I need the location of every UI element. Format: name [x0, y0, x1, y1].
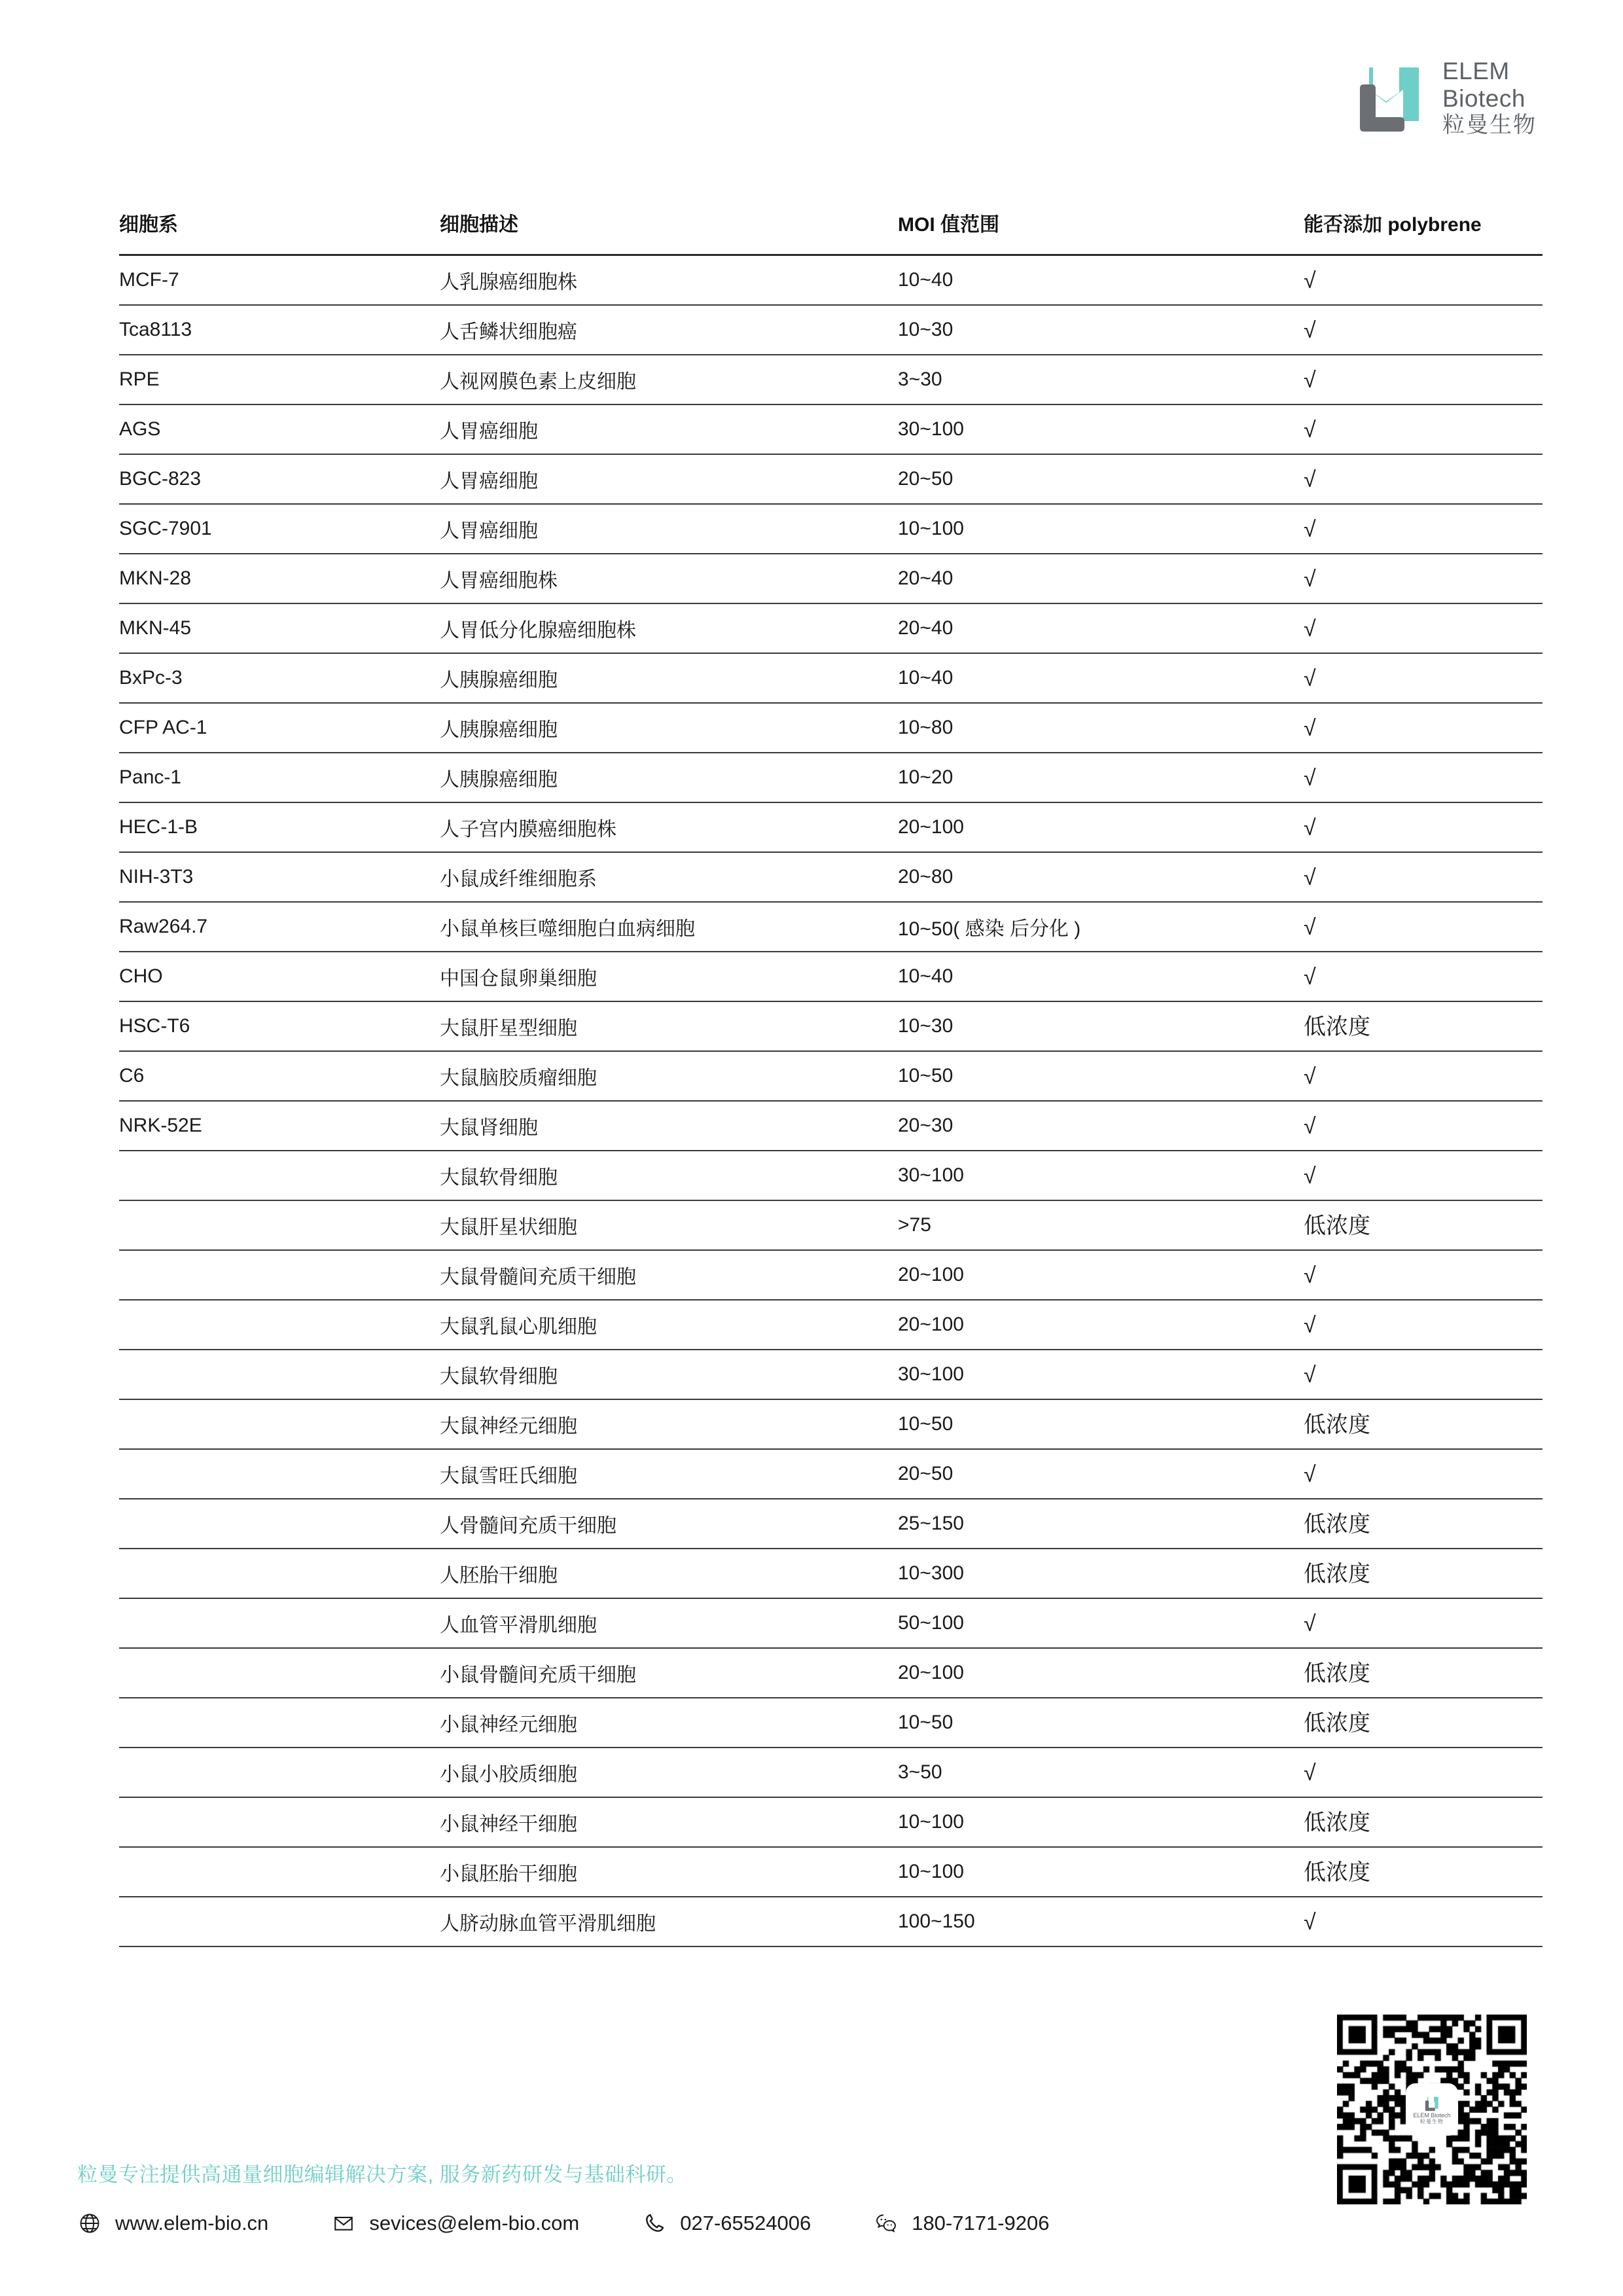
moi-range: 10~20 [898, 753, 1304, 802]
column-header-polybrene: 能否添加 polybrene [1304, 208, 1543, 255]
globe-icon [77, 2211, 102, 2236]
moi-range: 20~100 [898, 1250, 1304, 1300]
table-row [119, 554, 1543, 603]
moi-range: 10~40 [898, 653, 1304, 703]
table-row [119, 1151, 1543, 1200]
polybrene-value: √ [1304, 1313, 1316, 1338]
polybrene-value: √ [1304, 1114, 1316, 1139]
polybrene-cell [1304, 355, 1543, 404]
polybrene-cell [1304, 1399, 1543, 1449]
table-row [119, 1101, 1543, 1151]
polybrene-value: √ [1304, 368, 1316, 393]
moi-range: 20~30 [898, 1101, 1304, 1151]
polybrene-cell [1304, 802, 1543, 852]
cell-description: 人乳腺癌细胞株 [440, 255, 898, 306]
moi-range: 10~30 [898, 305, 1304, 355]
mail-icon [331, 2211, 356, 2236]
cell-description: 大鼠软骨细胞 [440, 1350, 898, 1399]
qr-center-logo [1408, 2085, 1456, 2134]
table-row [119, 1350, 1543, 1399]
cell-description: 人脐动脉血管平滑肌细胞 [440, 1897, 898, 1946]
cell-description: 人胰腺癌细胞 [440, 703, 898, 753]
table-row [119, 1648, 1543, 1698]
polybrene-cell [1304, 1001, 1543, 1051]
table-row [119, 454, 1543, 504]
moi-range: 10~30 [898, 1001, 1304, 1051]
contact-globe[interactable] [77, 2211, 268, 2236]
polybrene-value: √ [1304, 1064, 1316, 1089]
polybrene-value: √ [1304, 716, 1316, 741]
polybrene-cell [1304, 554, 1543, 603]
cell-description: 小鼠胚胎干细胞 [440, 1847, 898, 1897]
cell-description: 大鼠脑胶质瘤细胞 [440, 1051, 898, 1101]
cell-description: 大鼠骨髓间充质干细胞 [440, 1250, 898, 1300]
elem-logo-mark-small [1423, 2095, 1440, 2112]
polybrene-value: √ [1304, 567, 1316, 592]
cell-description: 人胃癌细胞 [440, 504, 898, 554]
cell-line-name: AGS [119, 404, 440, 454]
table-row [119, 355, 1543, 404]
polybrene-cell [1304, 902, 1543, 952]
cell-line-name: RPE [119, 355, 440, 404]
moi-range: 10~50( 感染 后分化 ) [898, 902, 1304, 952]
brand-name-en-2: Biotech [1442, 85, 1525, 113]
cell-line-table-container [119, 208, 1543, 1947]
cell-description: 小鼠神经元细胞 [440, 1698, 898, 1748]
cell-line-name [119, 1698, 440, 1748]
polybrene-cell [1304, 504, 1543, 554]
cell-line-name: SGC-7901 [119, 504, 440, 554]
column-header-description: 细胞描述 [440, 208, 898, 255]
contact-text: www.elem-bio.cn [115, 2212, 269, 2234]
polybrene-value: 低浓度 [1304, 1014, 1370, 1039]
table-row [119, 305, 1543, 355]
cell-description: 人胃低分化腺癌细胞株 [440, 603, 898, 653]
polybrene-value: √ [1304, 1761, 1316, 1785]
table-row [119, 504, 1543, 554]
table-row [119, 1001, 1543, 1051]
cell-description: 大鼠雪旺氏细胞 [440, 1449, 898, 1499]
polybrene-cell [1304, 1200, 1543, 1250]
polybrene-value: √ [1304, 766, 1316, 791]
contact-wechat[interactable] [874, 2211, 1049, 2236]
polybrene-value: √ [1304, 1910, 1316, 1935]
cell-line-name [119, 1897, 440, 1946]
cell-line-name: NRK-52E [119, 1101, 440, 1151]
cell-line-name: CHO [119, 952, 440, 1001]
moi-range: 10~100 [898, 1797, 1304, 1847]
table-row [119, 255, 1543, 306]
polybrene-cell [1304, 1598, 1543, 1648]
polybrene-cell [1304, 852, 1543, 902]
cell-line-name: Raw264.7 [119, 902, 440, 952]
polybrene-cell [1304, 1250, 1543, 1300]
polybrene-value: 低浓度 [1304, 1661, 1370, 1686]
moi-range: 10~100 [898, 504, 1304, 554]
polybrene-value: 低浓度 [1304, 1512, 1370, 1537]
cell-line-name [119, 1549, 440, 1598]
contact-text: 180-7171-9206 [912, 2212, 1050, 2234]
brand-header [1355, 58, 1537, 138]
moi-range: >75 [898, 1200, 1304, 1250]
polybrene-value: √ [1304, 418, 1316, 442]
cell-description: 大鼠神经元细胞 [440, 1399, 898, 1449]
polybrene-cell [1304, 1499, 1543, 1549]
cell-line-name [119, 1399, 440, 1449]
moi-range: 10~80 [898, 703, 1304, 753]
polybrene-cell [1304, 1847, 1543, 1897]
table-row [119, 1897, 1543, 1946]
cell-line-name [119, 1797, 440, 1847]
polybrene-value: √ [1304, 915, 1316, 940]
cell-line-name: BxPc-3 [119, 653, 440, 703]
cell-description: 中国仓鼠卵巢细胞 [440, 952, 898, 1001]
table-row [119, 1797, 1543, 1847]
cell-line-name: NIH-3T3 [119, 852, 440, 902]
moi-range: 10~50 [898, 1399, 1304, 1449]
polybrene-cell [1304, 1797, 1543, 1847]
cell-line-name [119, 1598, 440, 1648]
cell-line-name: MKN-28 [119, 554, 440, 603]
cell-line-name [119, 1648, 440, 1698]
cell-description: 小鼠单核巨噬细胞白血病细胞 [440, 902, 898, 952]
moi-range: 20~40 [898, 554, 1304, 603]
cell-line-name: C6 [119, 1051, 440, 1101]
moi-range: 10~40 [898, 255, 1304, 306]
table-row [119, 703, 1543, 753]
table-row [119, 1300, 1543, 1350]
cell-description: 人舌鳞状细胞癌 [440, 305, 898, 355]
table-row [119, 802, 1543, 852]
table-row [119, 1250, 1543, 1300]
cell-line-moi-table [119, 208, 1543, 1947]
polybrene-value: √ [1304, 1611, 1316, 1636]
moi-range: 10~50 [898, 1051, 1304, 1101]
polybrene-value: 低浓度 [1304, 1562, 1370, 1587]
polybrene-cell [1304, 1748, 1543, 1797]
moi-range: 25~150 [898, 1499, 1304, 1549]
moi-range: 10~40 [898, 952, 1304, 1001]
cell-line-name [119, 1847, 440, 1897]
polybrene-value: 低浓度 [1304, 1810, 1370, 1835]
polybrene-value: √ [1304, 865, 1316, 890]
polybrene-value: 低浓度 [1304, 1412, 1370, 1437]
contact-phone[interactable] [642, 2211, 811, 2236]
qr-badge-name-cn: 粒曼生物 [1420, 2118, 1444, 2125]
table-row [119, 1698, 1543, 1748]
polybrene-cell [1304, 1151, 1543, 1200]
table-row [119, 603, 1543, 653]
phone-icon [642, 2211, 667, 2236]
polybrene-value: √ [1304, 517, 1316, 542]
cell-line-name: Panc-1 [119, 753, 440, 802]
polybrene-cell [1304, 1648, 1543, 1698]
cell-line-name [119, 1499, 440, 1549]
cell-line-name [119, 1350, 440, 1399]
cell-description: 人胚胎干细胞 [440, 1549, 898, 1598]
polybrene-value: √ [1304, 1363, 1316, 1388]
moi-range: 10~300 [898, 1549, 1304, 1598]
table-row [119, 1449, 1543, 1499]
table-row [119, 852, 1543, 902]
table-row [119, 1200, 1543, 1250]
polybrene-cell [1304, 454, 1543, 504]
polybrene-value: √ [1304, 666, 1316, 691]
wechat-qr-code[interactable] [1337, 2015, 1527, 2204]
polybrene-cell [1304, 1051, 1543, 1101]
cell-description: 大鼠软骨细胞 [440, 1151, 898, 1200]
cell-description: 人血管平滑肌细胞 [440, 1598, 898, 1648]
footer-contact-list [77, 2211, 1321, 2236]
cell-line-name: MKN-45 [119, 603, 440, 653]
cell-description: 小鼠成纤维细胞系 [440, 852, 898, 902]
moi-range: 20~40 [898, 603, 1304, 653]
moi-range: 30~100 [898, 1350, 1304, 1399]
cell-description: 大鼠肾细胞 [440, 1101, 898, 1151]
polybrene-value: √ [1304, 318, 1316, 343]
cell-description: 人胰腺癌细胞 [440, 653, 898, 703]
polybrene-value: √ [1304, 467, 1316, 492]
table-header-row [119, 208, 1543, 255]
column-header-moi-range: MOI 值范围 [898, 208, 1304, 255]
cell-description: 人视网膜色素上皮细胞 [440, 355, 898, 404]
moi-range: 50~100 [898, 1598, 1304, 1648]
brand-name-en-1: ELEM [1442, 58, 1510, 84]
cell-description: 小鼠神经干细胞 [440, 1797, 898, 1847]
moi-range: 20~100 [898, 1300, 1304, 1350]
polybrene-value: √ [1304, 268, 1316, 293]
table-row [119, 653, 1543, 703]
polybrene-cell [1304, 1449, 1543, 1499]
polybrene-cell [1304, 1350, 1543, 1399]
cell-line-name [119, 1151, 440, 1200]
moi-range: 30~100 [898, 1151, 1304, 1200]
polybrene-cell [1304, 753, 1543, 802]
table-row [119, 1549, 1543, 1598]
table-row [119, 1499, 1543, 1549]
contact-mail[interactable] [331, 2211, 579, 2236]
brand-name-cn: 粒曼生物 [1442, 113, 1537, 138]
cell-line-name: CFP AC-1 [119, 703, 440, 753]
cell-line-name [119, 1200, 440, 1250]
polybrene-cell [1304, 1549, 1543, 1598]
contact-text: 027-65524006 [680, 2212, 812, 2234]
moi-range: 10~50 [898, 1698, 1304, 1748]
polybrene-cell [1304, 305, 1543, 355]
cell-description: 人胃癌细胞 [440, 454, 898, 504]
cell-line-name: HSC-T6 [119, 1001, 440, 1051]
contact-text: sevices@elem-bio.com [369, 2212, 580, 2234]
table-row [119, 753, 1543, 802]
polybrene-cell [1304, 1300, 1543, 1350]
polybrene-cell [1304, 1698, 1543, 1748]
table-row [119, 1598, 1543, 1648]
wechat-icon [874, 2211, 899, 2236]
cell-description: 人胰腺癌细胞 [440, 753, 898, 802]
cell-description: 大鼠乳鼠心肌细胞 [440, 1300, 898, 1350]
page-footer [77, 2158, 1321, 2236]
polybrene-value: √ [1304, 617, 1316, 641]
polybrene-value: √ [1304, 1462, 1316, 1487]
cell-line-name: Tca8113 [119, 305, 440, 355]
polybrene-cell [1304, 703, 1543, 753]
polybrene-cell [1304, 404, 1543, 454]
table-row [119, 1399, 1543, 1449]
polybrene-value: √ [1304, 965, 1316, 990]
cell-description: 小鼠小胶质细胞 [440, 1748, 898, 1797]
moi-range: 100~150 [898, 1897, 1304, 1946]
table-row [119, 1051, 1543, 1101]
polybrene-cell [1304, 1101, 1543, 1151]
cell-description: 大鼠肝星状细胞 [440, 1200, 898, 1250]
footer-tagline: 粒曼专注提供高通量细胞编辑解决方案, 服务新药研发与基础科研。 [77, 2163, 687, 2186]
polybrene-cell [1304, 952, 1543, 1001]
cell-line-name [119, 1748, 440, 1797]
cell-line-name: BGC-823 [119, 454, 440, 504]
cell-description: 人胃癌细胞株 [440, 554, 898, 603]
cell-line-name [119, 1449, 440, 1499]
moi-range: 20~50 [898, 1449, 1304, 1499]
polybrene-cell [1304, 255, 1543, 306]
table-row [119, 1847, 1543, 1897]
table-row [119, 952, 1543, 1001]
moi-range: 30~100 [898, 404, 1304, 454]
polybrene-cell [1304, 1897, 1543, 1946]
qr-badge-name-en: ELEM Biotech [1413, 2111, 1451, 2119]
cell-line-name [119, 1300, 440, 1350]
moi-range: 20~100 [898, 1648, 1304, 1698]
cell-line-name: MCF-7 [119, 255, 440, 306]
table-row [119, 1748, 1543, 1797]
table-row [119, 902, 1543, 952]
elem-logo-mark [1355, 60, 1425, 137]
moi-range: 3~50 [898, 1748, 1304, 1797]
cell-line-name [119, 1250, 440, 1300]
cell-description: 人骨髓间充质干细胞 [440, 1499, 898, 1549]
column-header-cell-line: 细胞系 [119, 208, 440, 255]
polybrene-value: 低浓度 [1304, 1213, 1370, 1238]
moi-range: 20~50 [898, 454, 1304, 504]
polybrene-value: 低浓度 [1304, 1860, 1370, 1885]
cell-description: 大鼠肝星型细胞 [440, 1001, 898, 1051]
polybrene-value: √ [1304, 1164, 1316, 1189]
cell-description: 人胃癌细胞 [440, 404, 898, 454]
brand-wordmark [1442, 58, 1537, 138]
table-row [119, 404, 1543, 454]
cell-description: 人子宫内膜癌细胞株 [440, 802, 898, 852]
table-body [119, 255, 1543, 1947]
moi-range: 20~80 [898, 852, 1304, 902]
moi-range: 20~100 [898, 802, 1304, 852]
polybrene-cell [1304, 653, 1543, 703]
polybrene-value: 低浓度 [1304, 1711, 1370, 1736]
polybrene-value: √ [1304, 816, 1316, 840]
polybrene-value: √ [1304, 1263, 1316, 1288]
cell-description: 小鼠骨髓间充质干细胞 [440, 1648, 898, 1698]
polybrene-cell [1304, 603, 1543, 653]
cell-line-name: HEC-1-B [119, 802, 440, 852]
moi-range: 10~100 [898, 1847, 1304, 1897]
moi-range: 3~30 [898, 355, 1304, 404]
